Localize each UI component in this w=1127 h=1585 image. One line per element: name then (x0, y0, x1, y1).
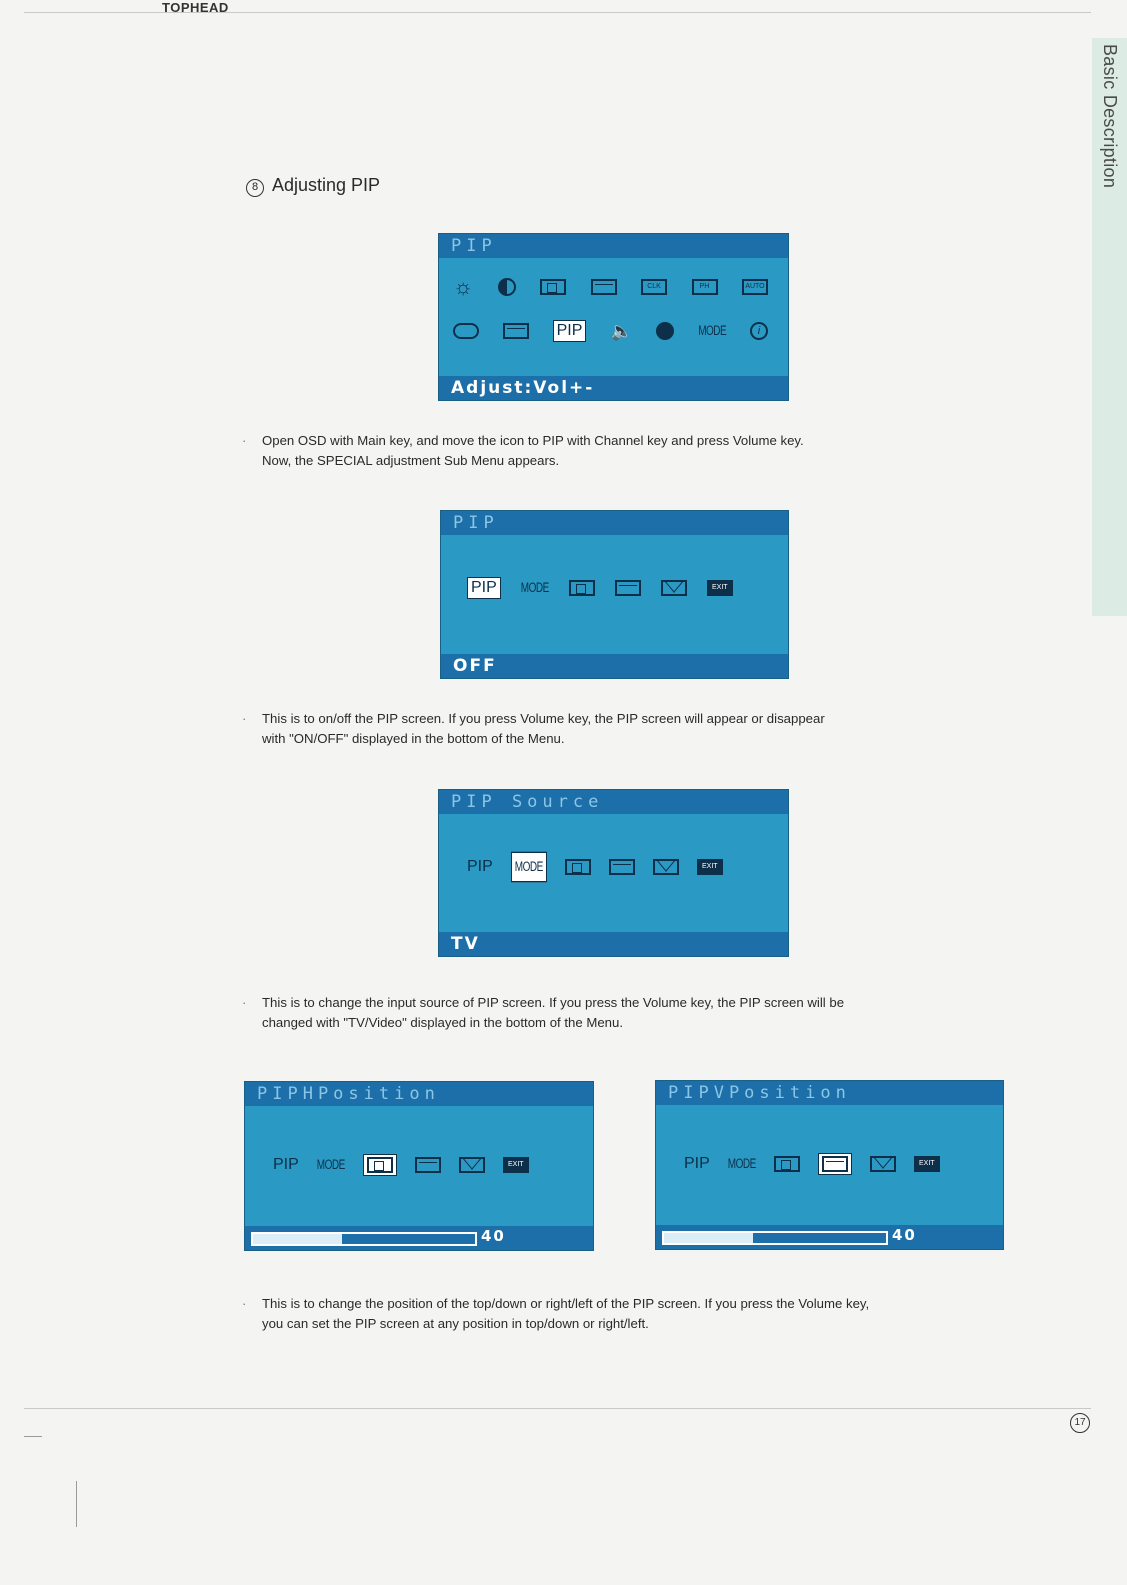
size-icon (459, 1154, 485, 1176)
heading-number: 8 (246, 179, 264, 197)
pip-icon: PIP (467, 577, 501, 599)
paragraph-1: · Open OSD with Main key, and move the icon to PIP with Channel key and press Volume key. Now, the SPECIAL adjustment Sub Menu appears. (262, 431, 1022, 471)
paragraph-3-line-2: changed with "TV/Video" displayed in the bottom of the Menu. (262, 1015, 624, 1030)
position-slider-fill (253, 1234, 342, 1244)
osd-footer (656, 1225, 1003, 1249)
osd-icon-row-1 (439, 276, 788, 298)
section-heading (246, 175, 380, 197)
paragraph-3: · This is to change the input source of PIP screen. If you press the Volume key, the PIP screen will be changed with "TV/Video" displayed in the bottom of the Menu. (262, 993, 1042, 1033)
osd-pip-h-position (244, 1081, 594, 1251)
heading-title: Adjusting PIP (272, 175, 381, 195)
osd-footer: OFF (441, 654, 788, 678)
position-slider-fill (664, 1233, 753, 1243)
position-slider (251, 1232, 477, 1246)
mode-icon: MODE (698, 323, 727, 339)
paragraph-3-line-1: This is to change the input source of PIP screen. If you press the Volume key, the PIP screen will be (262, 995, 845, 1010)
paragraph-2-line-2: with "ON/OFF" displayed in the bottom of the Menu. (262, 731, 565, 746)
h-position-icon (540, 276, 566, 298)
exit-icon: EXIT (697, 856, 723, 878)
margin-mark (76, 1481, 77, 1527)
brightness-icon: ☼ (453, 274, 474, 299)
sound-icon: 🔈 (610, 320, 633, 341)
mode-icon: MODE (511, 852, 547, 883)
osd-icon-row (439, 856, 788, 878)
size-icon (661, 577, 687, 599)
mode-icon: MODE (727, 1156, 756, 1172)
v-position-icon (415, 1154, 441, 1176)
mode-icon: MODE (520, 580, 549, 596)
osd-icon-row (656, 1153, 1003, 1175)
info-icon: i (750, 320, 768, 342)
recall-icon (503, 320, 529, 342)
v-position-icon (591, 276, 617, 298)
osd-main-menu (438, 233, 789, 401)
contrast-icon (498, 276, 516, 298)
osd-title: PIPHPosition (245, 1082, 593, 1106)
h-position-icon (565, 856, 591, 878)
osd-footer: Adjust:Vol+- (439, 376, 788, 400)
pip-icon: PIP (684, 1155, 710, 1172)
position-value: 40 (481, 1227, 506, 1245)
osd-pip-onoff (440, 510, 789, 679)
pip-icon: PIP (273, 1156, 299, 1173)
paragraph-2-line-1: This is to on/off the PIP screen. If you press Volume key, the PIP screen will appear or disappear (262, 711, 825, 726)
osd-footer: TV (439, 932, 788, 956)
pip-icon: PIP (553, 320, 587, 342)
paragraph-2: · This is to on/off the PIP screen. If you press Volume key, the PIP screen will appear or disappear with "ON/OFF" displayed in the bottom of the Menu. (262, 709, 1042, 749)
v-position-icon (818, 1153, 852, 1175)
paragraph-4-line-2: you can set the PIP screen at any position in top/down or right/left. (262, 1316, 649, 1331)
exit-icon: EXIT (914, 1153, 940, 1175)
margin-mark (24, 1436, 42, 1437)
osd-title: PIP (441, 511, 788, 535)
paragraph-4-line-1: This is to change the position of the top/down or right/left of the PIP screen. If you press the Volume key, (262, 1296, 870, 1311)
osd-icon-row (245, 1154, 593, 1176)
size-icon (653, 856, 679, 878)
paragraph-4: · This is to change the position of the top/down or right/left of the PIP screen. If you press the Volume key, you can set the PIP screen at any position in top/down or right/left. (262, 1294, 1062, 1334)
position-value: 40 (892, 1226, 917, 1244)
mode-icon: MODE (316, 1157, 345, 1173)
section-tab-label: Basic Description (1100, 44, 1120, 189)
position-slider (662, 1231, 888, 1245)
osd-icon-row (441, 577, 788, 599)
phase-icon: PH (692, 276, 718, 298)
exit-icon: EXIT (707, 577, 733, 599)
osd-title: PIP (439, 234, 788, 258)
v-position-icon (615, 577, 641, 599)
size-icon (870, 1153, 896, 1175)
auto-icon: AUTO (742, 276, 768, 298)
brand-logo: TOPHEAD (162, 0, 229, 15)
osd-title: PIPVPosition (656, 1081, 1003, 1105)
page-number: 17 (1070, 1413, 1090, 1433)
paragraph-1-line-1: Open OSD with Main key, and move the icon to PIP with Channel key and press Volume key. (262, 433, 804, 448)
clock-icon: CLK (641, 276, 667, 298)
h-position-icon (363, 1154, 397, 1176)
h-position-icon (774, 1153, 800, 1175)
osd-icon-row-2 (439, 320, 788, 342)
language-icon (656, 320, 674, 342)
osd-pip-source (438, 789, 789, 957)
bottom-rule (24, 1408, 1091, 1409)
h-position-icon (569, 577, 595, 599)
exit-icon: EXIT (503, 1154, 529, 1176)
paragraph-1-line-2: Now, the SPECIAL adjustment Sub Menu appears. (262, 453, 560, 468)
osd-footer (245, 1226, 593, 1250)
osd-title: PIP Source (439, 790, 788, 814)
color-icon (453, 320, 479, 342)
osd-pip-v-position (655, 1080, 1004, 1250)
v-position-icon (609, 856, 635, 878)
pip-icon: PIP (467, 858, 493, 875)
